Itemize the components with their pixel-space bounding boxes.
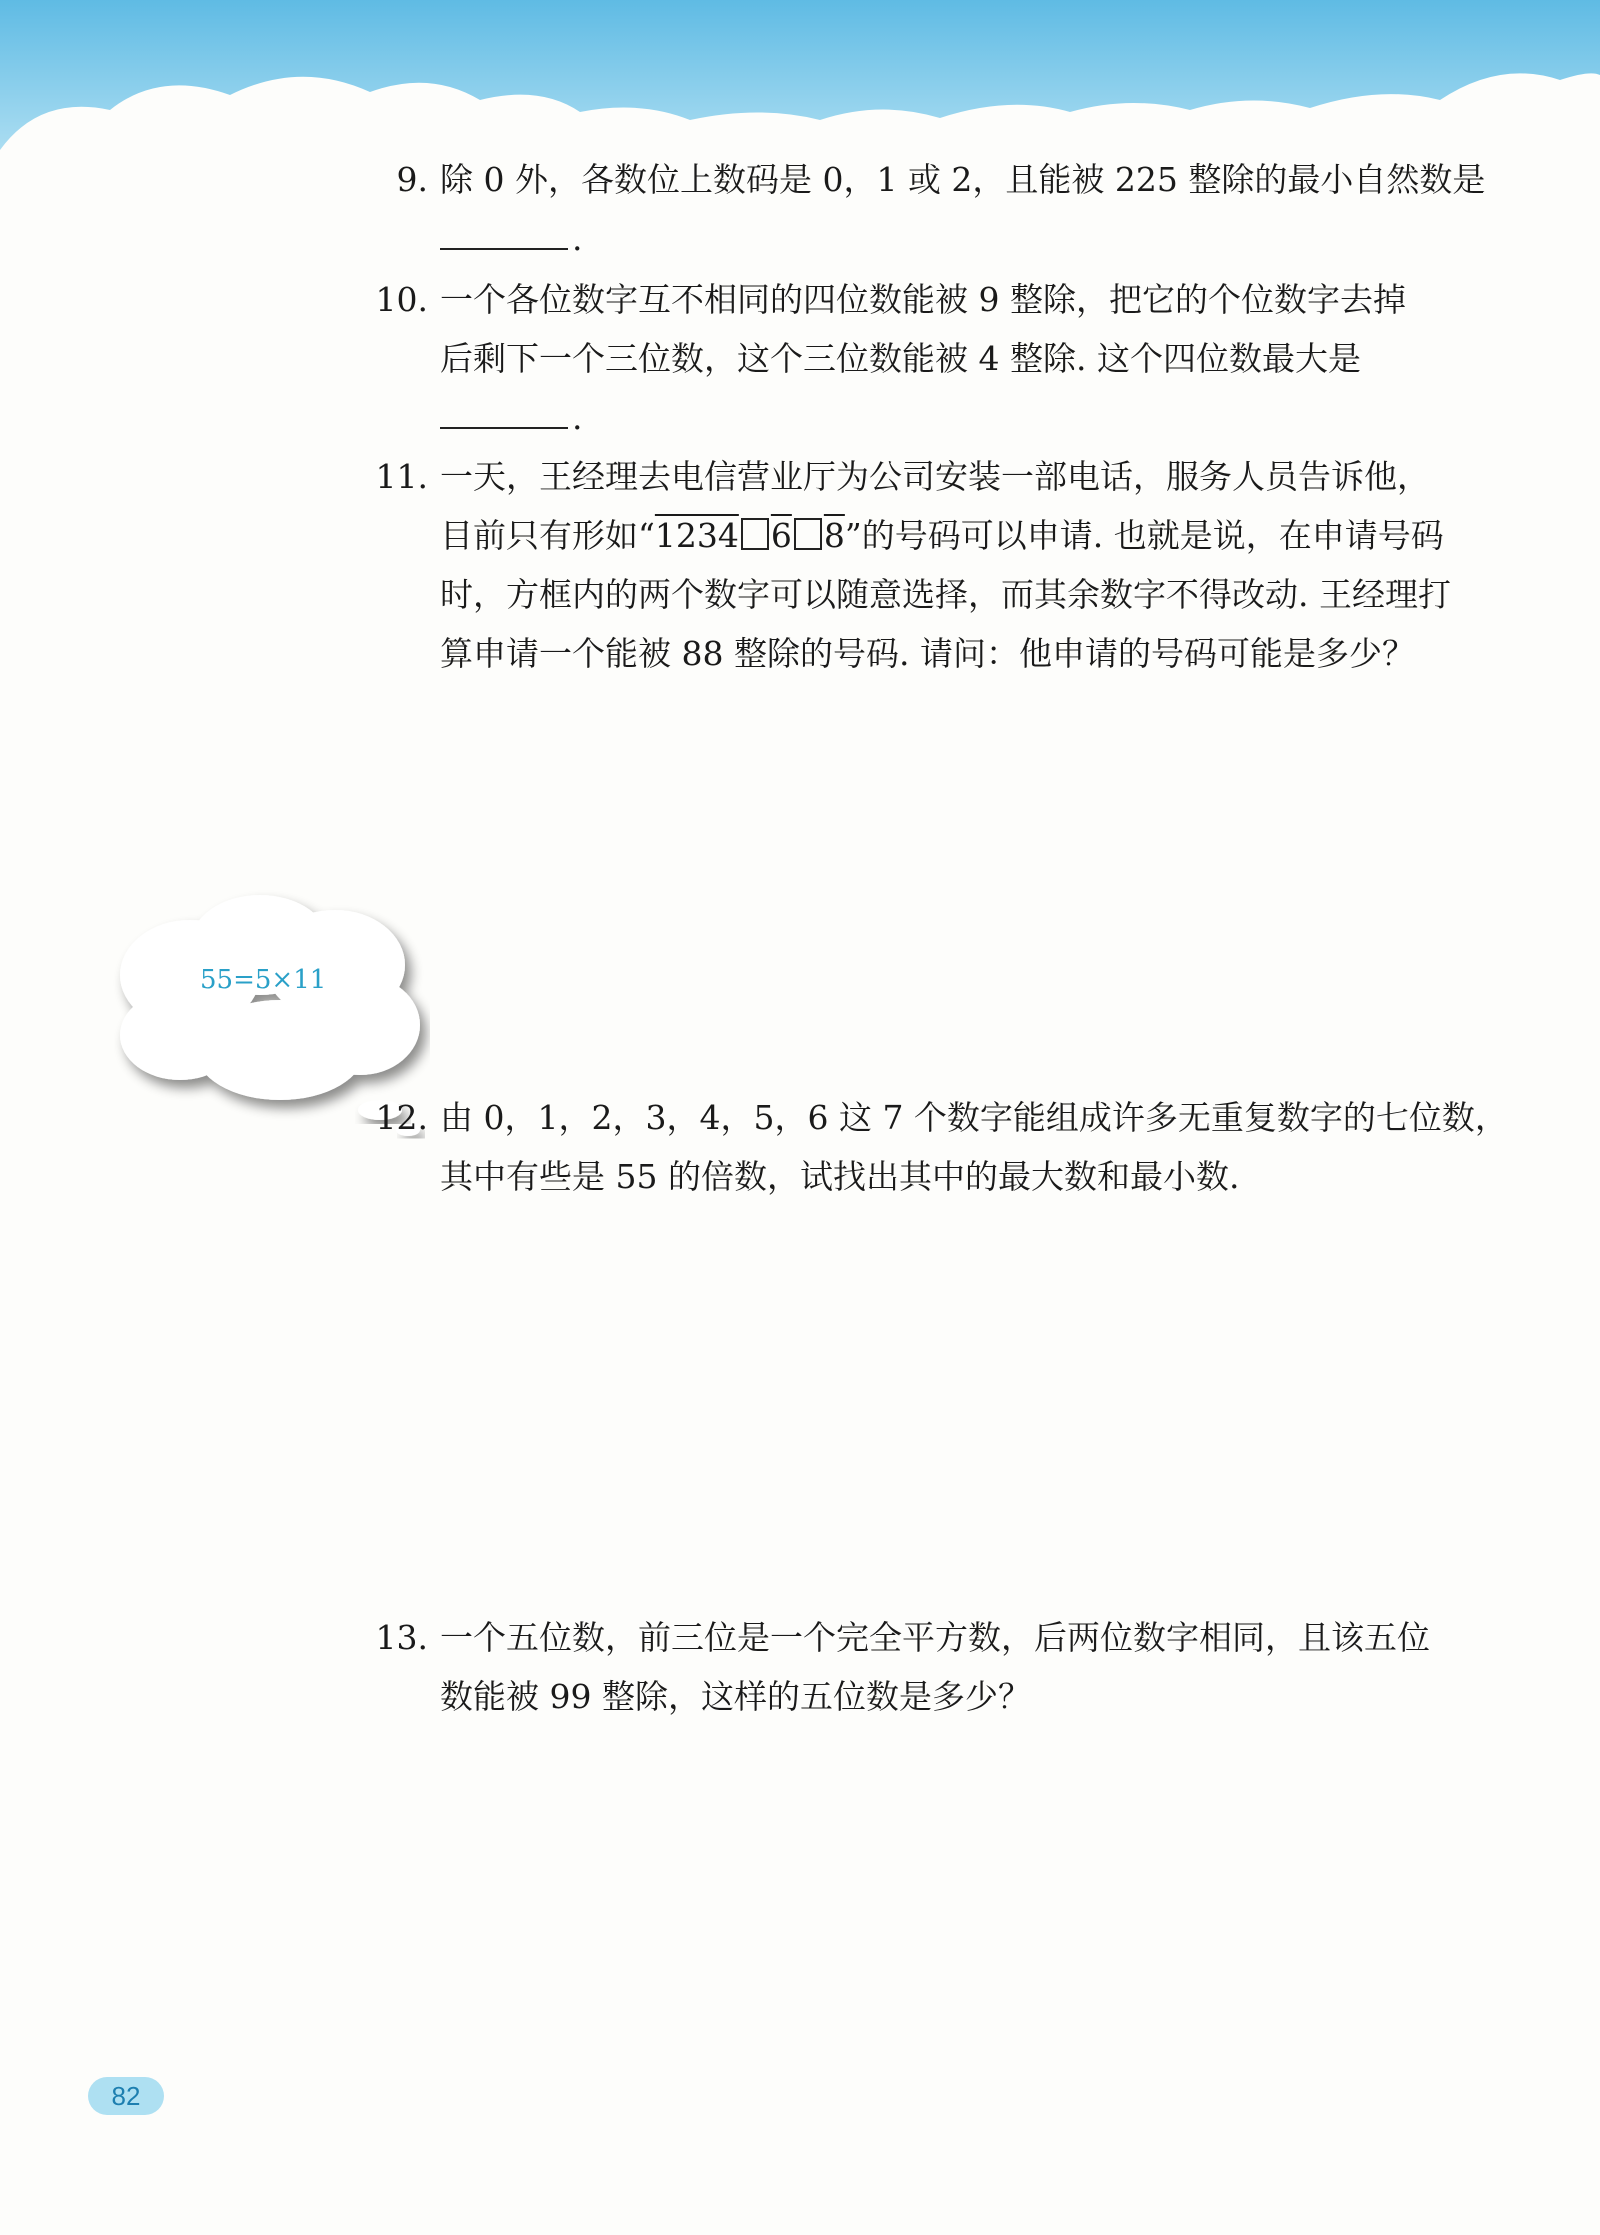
problem-number: 10. bbox=[375, 280, 428, 319]
problem-13 bbox=[375, 1608, 1470, 1726]
problem-text-line: 除 0 外，各数位上数码是 0，1 或 2，且能被 225 整除的最小自然数是 bbox=[440, 160, 1486, 199]
page-number: 82 bbox=[88, 2077, 164, 2115]
problem-text-line: 其中有些是 55 的倍数，试找出其中的最大数和最小数. bbox=[440, 1157, 1240, 1196]
problem-text-line: 一个各位数字互不相同的四位数能被 9 整除，把它的个位数字去掉 bbox=[440, 280, 1406, 319]
answer-tail: . bbox=[572, 398, 583, 437]
problem-number: 11. bbox=[375, 457, 428, 496]
problem-text-line: 时，方框内的两个数字可以随意选择，而其余数字不得改动. 王经理打 bbox=[440, 575, 1451, 614]
problem-9 bbox=[396, 150, 1486, 268]
digit-box[interactable] bbox=[794, 518, 822, 550]
hint-text: 55=5×11 bbox=[200, 965, 327, 995]
problem-number: 13. bbox=[375, 1618, 428, 1657]
problem-text-line: 一天，王经理去电信营业厅为公司安装一部电话，服务人员告诉他， bbox=[440, 457, 1430, 496]
problem-text-line: 后剩下一个三位数，这个三位数能被 4 整除. 这个四位数最大是 bbox=[440, 339, 1361, 378]
problem-text-line: 由 0，1，2，3，4，5，6 这 7 个数字能组成许多无重复数字的七位数， bbox=[440, 1098, 1508, 1137]
problem-text-line: 目前只有形如“1234 6 8”的号码可以申请. 也就是说，在申请号码 bbox=[440, 516, 1444, 555]
phone-number-pattern: 1234 6 8 bbox=[654, 516, 845, 555]
problem-text-line: 数能被 99 整除，这样的五位数是多少？ bbox=[440, 1677, 1031, 1716]
answer-blank[interactable] bbox=[440, 389, 568, 429]
problem-number: 12. bbox=[375, 1098, 428, 1137]
problem-text-line: 算申请一个能被 88 整除的号码. 请问：他申请的号码可能是多少？ bbox=[440, 634, 1415, 673]
problem-12 bbox=[375, 1088, 1508, 1206]
answer-blank[interactable] bbox=[440, 210, 568, 250]
problem-11 bbox=[375, 447, 1470, 683]
answer-tail: . bbox=[572, 219, 583, 258]
digit-box[interactable] bbox=[741, 518, 769, 550]
problem-10 bbox=[375, 270, 1470, 447]
problem-number: 9. bbox=[396, 160, 428, 199]
problem-text-line: 一个五位数，前三位是一个完全平方数，后两位数字相同，且该五位 bbox=[440, 1618, 1430, 1657]
